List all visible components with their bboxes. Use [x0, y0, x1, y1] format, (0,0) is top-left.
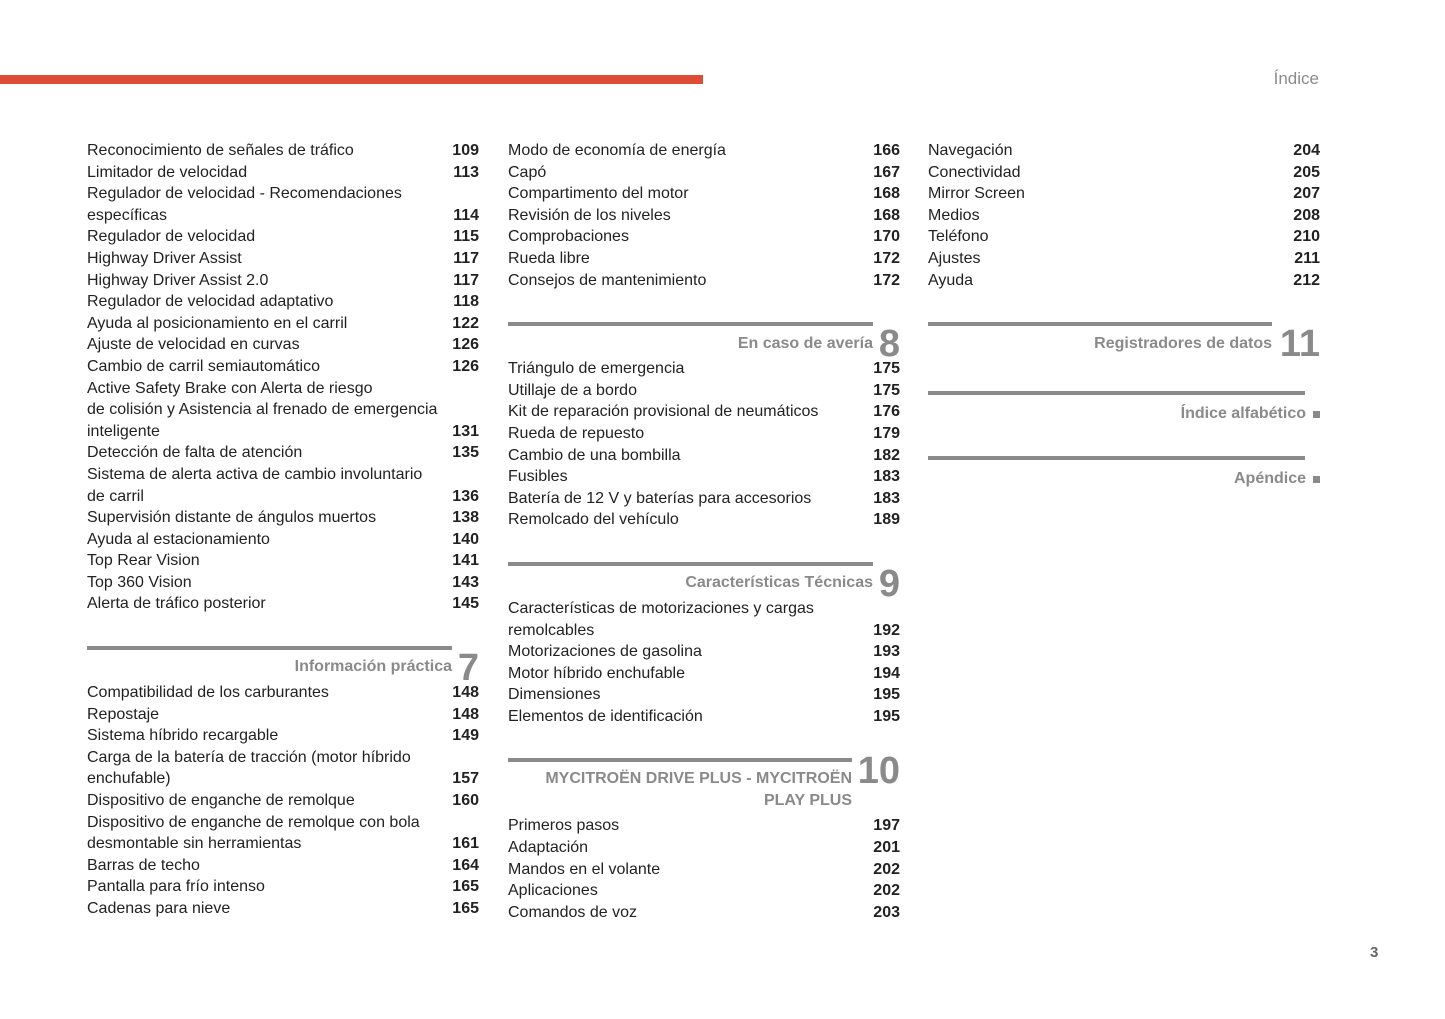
toc-entry[interactable]	[508, 248, 900, 270]
toc-entry[interactable]	[87, 356, 479, 378]
toc-entry-page: 141	[452, 552, 479, 570]
toc-entry-page: 135	[452, 444, 479, 462]
toc-entry[interactable]	[87, 270, 479, 292]
appendix-title: Apéndice	[1233, 470, 1306, 488]
toc-entry[interactable]	[87, 507, 479, 529]
toc-entry-title: Elementos de identificación	[508, 707, 703, 725]
toc-entry-title: Cambio de una bombilla	[508, 446, 681, 464]
toc-entry[interactable]	[87, 421, 479, 443]
toc-entry[interactable]	[508, 270, 900, 292]
toc-entry-page: 210	[1293, 228, 1320, 246]
toc-entry-title: Rueda libre	[508, 249, 590, 267]
toc-entry[interactable]	[87, 291, 479, 313]
section-divider	[928, 456, 1305, 460]
toc-entry[interactable]	[508, 205, 900, 227]
toc-entry-title: Sistema de alerta activa de cambio involuntario	[87, 465, 423, 483]
toc-entry-title: Carga de la batería de tracción (motor híbrido	[87, 748, 411, 766]
toc-entry[interactable]	[508, 140, 900, 162]
section-divider	[928, 322, 1272, 326]
toc-entry[interactable]	[928, 270, 1320, 292]
toc-entry-title: de colisión y Asistencia al frenado de emergencia	[87, 401, 438, 419]
toc-entry-title: Regulador de velocidad - Recomendaciones	[87, 185, 402, 203]
toc-entry-page: 166	[873, 142, 900, 159]
toc-entry-page: 176	[873, 403, 900, 421]
toc-entry[interactable]	[508, 902, 900, 924]
toc-entry[interactable]	[87, 833, 479, 855]
toc-entry-page: 113	[453, 163, 479, 181]
toc-entry-page: 207	[1293, 185, 1320, 203]
section-9-header	[508, 559, 900, 605]
toc-entry-title: Utillaje de a bordo	[508, 381, 637, 399]
toc-entry-title: Primeros pasos	[508, 817, 620, 835]
toc-entry-page: 205	[1293, 163, 1320, 181]
toc-entry-page: 193	[873, 643, 900, 661]
toc-entry-title: Sistema híbrido recargable	[87, 727, 279, 745]
toc-entry-page: 117	[453, 271, 479, 289]
toc-entry-page: 202	[873, 860, 900, 878]
toc-entry[interactable]	[87, 248, 479, 270]
toc-entry-title: Modo de economía de energía	[508, 142, 726, 159]
toc-entry-title: enchufable)	[87, 770, 171, 788]
toc-entry[interactable]	[928, 140, 1320, 162]
toc-entry-title: Detección de falta de atención	[87, 444, 303, 462]
toc-entry-title: Highway Driver Assist	[87, 249, 242, 267]
section-divider	[508, 758, 852, 762]
toc-entry-title: Barras de techo	[87, 856, 200, 874]
toc-entry[interactable]	[87, 529, 479, 551]
toc-entry[interactable]	[928, 248, 1320, 270]
toc-entry[interactable]	[508, 880, 900, 902]
toc-entry-page: 167	[873, 163, 900, 181]
toc-entry-title: Supervisión distante de ángulos muertos	[87, 509, 377, 527]
toc-entry-title: Motor híbrido enchufable	[508, 664, 685, 682]
toc-entry-page: 203	[873, 903, 900, 921]
section-title: Registradores de datos	[1094, 334, 1272, 352]
toc-entry-page: 182	[873, 446, 900, 464]
toc-entry-title: Active Safety Brake con Alerta de riesgo	[87, 379, 373, 397]
toc-entry[interactable]	[87, 205, 479, 227]
toc-entry-page: 165	[452, 878, 479, 896]
toc-entry-title: Medios	[928, 206, 980, 224]
toc-entry-title: Ajuste de velocidad en curvas	[87, 336, 300, 354]
toc-entry[interactable]	[508, 509, 900, 531]
toc-entry-page: 172	[873, 249, 900, 267]
toc-entry[interactable]	[508, 815, 900, 837]
toc-entry-page: 138	[452, 509, 479, 527]
toc-entry[interactable]	[87, 183, 479, 205]
toc-entry-page: 183	[873, 468, 900, 486]
index-title: Índice alfabético	[1180, 405, 1306, 423]
toc-entry-title: Ayuda al estacionamiento	[87, 530, 270, 548]
toc-entry[interactable]	[87, 442, 479, 464]
toc-entry-page: 172	[873, 271, 900, 289]
toc-entry-page: 109	[452, 142, 479, 159]
toc-entry-title: Navegación	[928, 142, 1013, 159]
toc-entry-title: Adaptación	[508, 839, 589, 857]
toc-entry-page: 204	[1293, 142, 1320, 159]
toc-entry-page: 168	[873, 185, 900, 203]
toc-entry-title: específicas	[87, 206, 168, 224]
toc-entry-page: 183	[873, 489, 900, 507]
toc-entry[interactable]	[87, 399, 479, 421]
toc-entry-title: Cambio de carril semiautomático	[87, 357, 320, 375]
toc-entry-page: 117	[453, 249, 479, 267]
toc-entry[interactable]	[508, 706, 900, 728]
section-number: 8	[878, 323, 900, 366]
page-number: 3	[1370, 944, 1379, 961]
section-10-header	[508, 750, 900, 815]
toc-entry-title: Comprobaciones	[508, 228, 629, 246]
toc-entry-title: Regulador de velocidad adaptativo	[87, 293, 334, 311]
toc-entry-page: 160	[452, 792, 479, 810]
toc-entry[interactable]	[928, 205, 1320, 227]
page-title: Índice	[1273, 69, 1319, 88]
toc-entry[interactable]	[87, 768, 479, 790]
toc-entry-page: 126	[452, 357, 479, 375]
toc-entry-title: Pantalla para frío intenso	[87, 878, 265, 896]
toc-entry-page: 165	[452, 900, 479, 917]
toc-entry[interactable]	[87, 550, 479, 572]
section-divider	[508, 322, 873, 326]
toc-entry-title: Motorizaciones de gasolina	[508, 643, 702, 661]
toc-entry-title: de carril	[87, 487, 144, 505]
toc-entry-title: Compartimento del motor	[508, 185, 689, 203]
toc-entry[interactable]	[87, 334, 479, 356]
toc-entry-title: Remolcado del vehículo	[508, 511, 679, 529]
toc-entry[interactable]	[508, 226, 900, 248]
toc-entry[interactable]	[928, 183, 1320, 205]
toc-entry-title: Mirror Screen	[928, 185, 1025, 203]
toc-entry[interactable]	[87, 812, 479, 834]
toc-entry[interactable]	[87, 572, 479, 594]
section-title: Características Técnicas	[685, 574, 873, 592]
toc-entry-title: desmontable sin herramientas	[87, 835, 302, 853]
toc-entry[interactable]	[508, 859, 900, 881]
toc-entry[interactable]	[87, 162, 479, 184]
toc-entry-page: 161	[452, 835, 479, 853]
toc-entry-page: 192	[873, 621, 900, 639]
toc-entry-title: Kit de reparación provisional de neumáticos	[508, 403, 819, 421]
toc-entry-title: Ajustes	[928, 249, 981, 267]
toc-entry-title: inteligente	[87, 422, 160, 440]
toc-entry-page: 140	[452, 530, 479, 548]
toc-entry-page: 115	[453, 228, 479, 246]
column-1	[87, 140, 479, 920]
toc-entry[interactable]	[87, 725, 479, 747]
toc-entry-page: 148	[452, 684, 479, 702]
toc-entry[interactable]	[928, 162, 1320, 184]
section-divider	[928, 391, 1305, 395]
toc-entry-page: 170	[873, 228, 900, 246]
section-title: En caso de avería	[737, 334, 873, 352]
toc-entry-page: 179	[873, 424, 900, 442]
toc-entry[interactable]	[87, 486, 479, 508]
toc-entry-title: Batería de 12 V y baterías para accesorios	[508, 489, 812, 507]
toc-entry[interactable]	[508, 684, 900, 706]
toc-entry[interactable]	[508, 466, 900, 488]
toc-entry[interactable]	[508, 401, 900, 423]
toc-entry-page: 149	[452, 727, 479, 745]
toc-entry[interactable]	[508, 837, 900, 859]
toc-entry-title: Mandos en el volante	[508, 860, 661, 878]
section-number: 11	[1279, 323, 1320, 366]
toc-entry-page: 126	[452, 336, 479, 354]
toc-entry[interactable]	[87, 855, 479, 877]
toc-entry[interactable]	[87, 140, 479, 162]
toc-entry-page: 148	[452, 705, 479, 723]
section-title-line1: MYCITROËN DRIVE PLUS - MYCITROËN	[545, 770, 852, 788]
toc-entry[interactable]	[508, 423, 900, 445]
toc-entry-page: 195	[873, 707, 900, 725]
section-number: 7	[457, 647, 479, 690]
toc-entry-title: Compatibilidad de los carburantes	[87, 684, 329, 702]
section-title	[545, 768, 852, 811]
toc-entry[interactable]	[508, 445, 900, 467]
toc-entry-title: Rueda de repuesto	[508, 424, 645, 442]
toc-entry-title: Teléfono	[928, 228, 989, 246]
toc-entry[interactable]	[508, 663, 900, 685]
toc-entry[interactable]	[87, 876, 479, 898]
toc-entry-title: Características de motorizaciones y cargas	[508, 599, 814, 617]
toc-entry-title: Capó	[508, 163, 547, 181]
toc-entry[interactable]	[508, 641, 900, 663]
toc-entry[interactable]	[928, 226, 1320, 248]
toc-entry[interactable]	[508, 620, 900, 642]
toc-entry-title: Fusibles	[508, 468, 568, 486]
toc-entry[interactable]	[508, 488, 900, 510]
toc-entry[interactable]	[508, 598, 900, 620]
toc-entry-page: 197	[873, 817, 900, 835]
toc-entry-page: 143	[452, 573, 479, 591]
toc-entry[interactable]	[87, 313, 479, 335]
toc-entry-title: Dimensiones	[508, 686, 601, 704]
toc-entry[interactable]	[87, 704, 479, 726]
toc-entry-title: Highway Driver Assist 2.0	[87, 271, 269, 289]
toc-entry-title: Dispositivo de enganche de remolque	[87, 792, 355, 810]
toc-entry-page: 118	[453, 293, 479, 311]
toc-entry-title: Reconocimiento de señales de tráfico	[87, 142, 354, 159]
toc-entry-page: 168	[873, 206, 900, 224]
toc-entry-page: 145	[452, 595, 479, 613]
toc-entry[interactable]	[508, 162, 900, 184]
toc-entry[interactable]	[508, 358, 900, 380]
toc-entry-title: Comandos de voz	[508, 903, 637, 921]
toc-entry-page: 208	[1293, 206, 1320, 224]
column-2	[508, 140, 900, 923]
toc-entry-page: 131	[452, 422, 479, 440]
toc-entry-title: Regulador de velocidad	[87, 228, 256, 246]
toc-entry-title: Consejos de mantenimiento	[508, 271, 707, 289]
toc-entry-page: 122	[452, 314, 479, 332]
section-number: 10	[857, 750, 900, 793]
section-11-header	[928, 319, 1320, 366]
toc-entry-page: 189	[873, 511, 900, 529]
toc-entry-page: 212	[1293, 271, 1320, 289]
toc-entry[interactable]	[87, 790, 479, 812]
toc-entry-title: Cadenas para nieve	[87, 900, 231, 917]
toc-entry-title: Limitador de velocidad	[87, 163, 248, 181]
appendix-link[interactable]	[928, 456, 1320, 488]
toc-entry-page: 114	[453, 206, 479, 224]
toc-entry-title: Alerta de tráfico posterior	[87, 595, 266, 613]
section-8-header	[508, 319, 900, 366]
toc-entry-page: 136	[452, 487, 479, 505]
section-divider	[87, 646, 452, 650]
toc-entry[interactable]	[508, 183, 900, 205]
toc-entry-title: remolcables	[508, 621, 595, 639]
toc-entry-page: 164	[452, 856, 479, 874]
toc-entry-title: Ayuda al posicionamiento en el carril	[87, 314, 348, 332]
section-title-line2: PLAY PLUS	[763, 791, 852, 809]
square-bullet-icon	[1313, 411, 1320, 418]
toc-entry-page: 202	[873, 882, 900, 900]
toc-entry-title: Aplicaciones	[508, 882, 598, 900]
column-3	[928, 140, 1320, 488]
toc-entry[interactable]	[87, 682, 479, 704]
toc-entry[interactable]	[508, 380, 900, 402]
toc-entry-page: 157	[452, 770, 479, 788]
toc-entry-title: Triángulo de emergencia	[508, 360, 685, 378]
toc-entry-page: 201	[873, 839, 900, 857]
square-bullet-icon	[1313, 476, 1320, 483]
toc-entry[interactable]	[87, 464, 479, 486]
toc-entry-title: Ayuda	[928, 271, 974, 289]
toc-entry-page: 211	[1294, 249, 1320, 267]
toc-entry[interactable]	[87, 898, 479, 920]
toc-entry[interactable]	[87, 378, 479, 400]
toc-entry-page: 195	[873, 686, 900, 704]
section-7-header	[87, 643, 479, 690]
toc-entry-title: Top 360 Vision	[87, 573, 192, 591]
toc-entry[interactable]	[87, 747, 479, 769]
toc-entry-page: 175	[873, 360, 900, 378]
toc-entry-title: Revisión de los niveles	[508, 206, 671, 224]
toc-entry-title: Dispositivo de enganche de remolque con bola	[87, 813, 420, 831]
section-number: 9	[878, 562, 900, 605]
toc-entry-title: Conectividad	[928, 163, 1021, 181]
toc-entry[interactable]	[87, 593, 479, 615]
toc-entry-page: 194	[873, 664, 900, 682]
toc-entry-title: Repostaje	[87, 705, 160, 723]
toc-entry-title: Top Rear Vision	[87, 552, 200, 570]
index-link[interactable]	[928, 391, 1320, 423]
red-header-bar	[0, 75, 703, 84]
toc-entry[interactable]	[87, 226, 479, 248]
section-divider	[508, 562, 873, 566]
section-title: Información práctica	[294, 658, 452, 676]
toc-entry-page: 175	[873, 381, 900, 399]
